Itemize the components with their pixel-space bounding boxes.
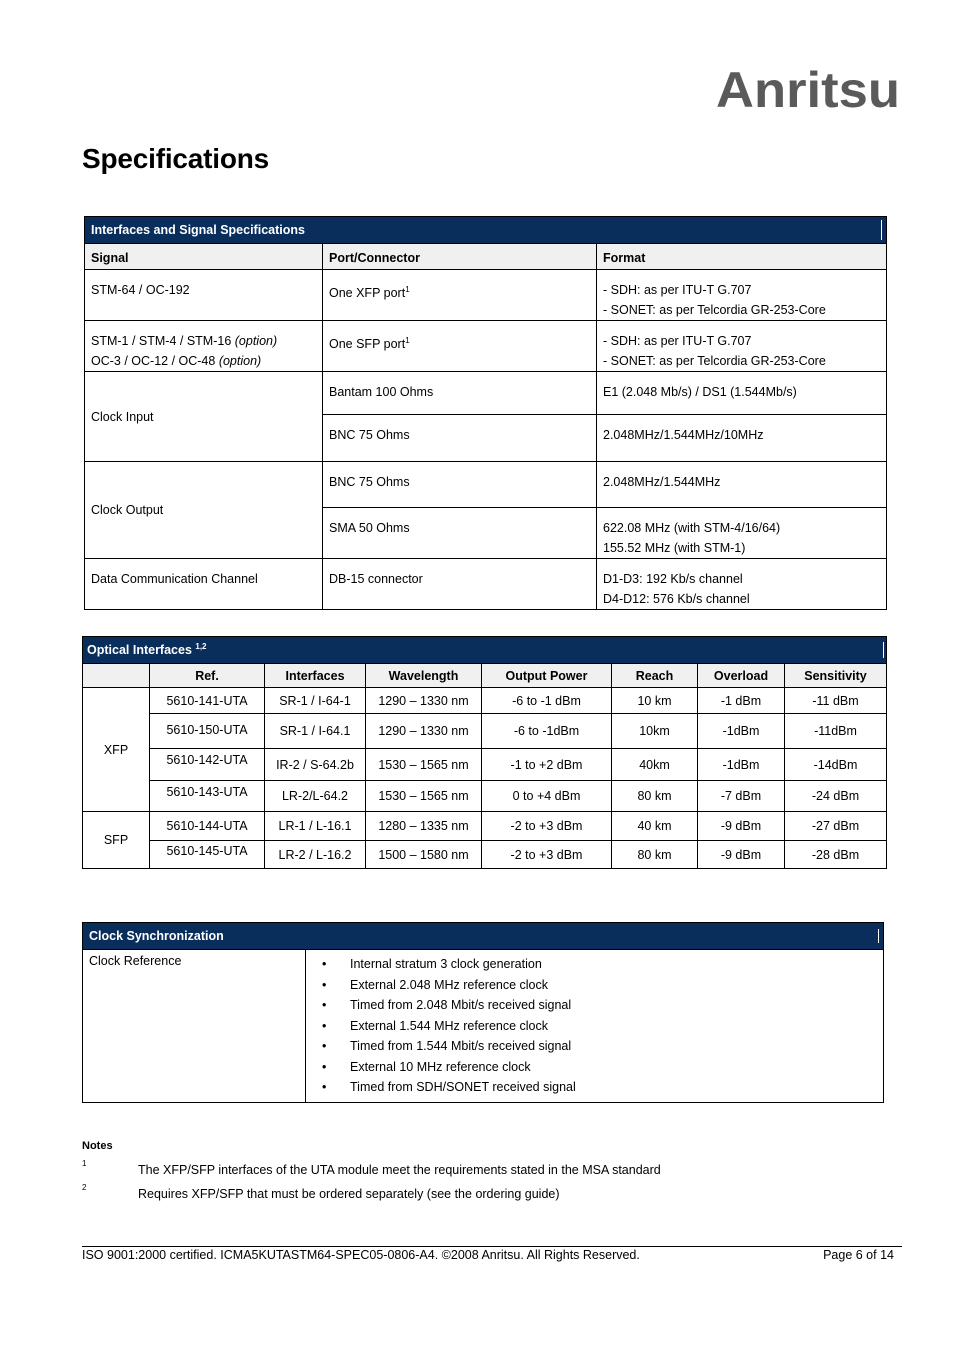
output-power-cell: -2 to +3 dBm	[482, 841, 612, 869]
wavelength-cell: 1280 – 1335 nm	[366, 812, 482, 841]
port-cell: BNC 75 Ohms	[323, 415, 597, 462]
table-row	[83, 841, 887, 869]
list-item: • External 1.544 MHz reference clock	[322, 1016, 877, 1037]
overload-cell: -1 dBm	[698, 688, 785, 714]
output-power-cell: 0 to +4 dBm	[482, 781, 612, 812]
sensitivity-cell: -27 dBm	[785, 812, 887, 841]
port-cell: One XFP port$^1$	[323, 270, 597, 321]
format-cell: - SDH: as per ITU-T G.707 - SONET: as per Telcordia GR-253-Core	[597, 321, 887, 372]
table-row	[83, 812, 887, 841]
table-row	[85, 559, 887, 610]
sensitivity-cell: -11 dBm	[785, 688, 887, 714]
interfaces-column-headers	[85, 244, 887, 270]
overload-cell: -1dBm	[698, 749, 785, 781]
reach-cell: 80 km	[612, 841, 698, 869]
clock-sync-table	[82, 922, 884, 1103]
interface-cell: IR-2 / S-64.2b	[265, 749, 366, 781]
col-ref: Ref.	[150, 664, 265, 688]
interface-cell: SR-1 / I-64-1	[265, 688, 366, 714]
list-item: • External 10 MHz reference clock	[322, 1057, 877, 1078]
optical-interfaces-table	[82, 636, 887, 869]
output-power-cell: -6 to -1 dBm	[482, 688, 612, 714]
wavelength-cell: 1530 – 1565 nm	[366, 781, 482, 812]
ref-cell: 5610-150-UTA	[150, 714, 265, 749]
optical-column-headers	[83, 664, 887, 688]
output-power-cell: -6 to -1dBm	[482, 714, 612, 749]
port-cell: DB-15 connector	[323, 559, 597, 610]
format-cell: 2.048MHz/1.544MHz	[597, 462, 887, 508]
col-output-power: Output Power	[482, 664, 612, 688]
footer-copyright: ISO 9001:2000 certified. ICMA5KUTASTM64-SPEC05-0806-A4. ©2008 Anritsu. All Rights Reserved.	[82, 1248, 640, 1262]
interface-cell: LR-2 / L-16.2	[265, 841, 366, 869]
port-cell: SMA 50 Ohms	[323, 508, 597, 559]
ref-cell: 5610-143-UTA	[150, 781, 265, 812]
interfaces-table	[84, 216, 887, 610]
table-row	[85, 321, 887, 372]
wavelength-cell: 1290 – 1330 nm	[366, 714, 482, 749]
clock-reference-list	[306, 950, 884, 1103]
output-power-cell: -2 to +3 dBm	[482, 812, 612, 841]
format-cell: D1-D3: 192 Kb/s channel D4-D12: 576 Kb/s channel	[597, 559, 887, 610]
reach-cell: 80 km	[612, 781, 698, 812]
col-interfaces: Interfaces	[265, 664, 366, 688]
signal-cell: STM-1 / STM-4 / STM-16 (option) OC-3 / OC-12 / OC-48 (option)	[85, 321, 323, 372]
list-item: • Timed from SDH/SONET received signal	[322, 1077, 877, 1098]
col-signal: Signal	[85, 244, 323, 270]
list-item: • External 2.048 MHz reference clock	[322, 975, 877, 996]
col-port: Port/Connector	[323, 244, 597, 270]
col-type	[83, 664, 150, 688]
wavelength-cell: 1290 – 1330 nm	[366, 688, 482, 714]
port-cell: Bantam 100 Ohms	[323, 372, 597, 415]
reach-cell: 10 km	[612, 688, 698, 714]
col-format: Format	[597, 244, 887, 270]
ref-cell: 5610-145-UTA	[150, 841, 265, 869]
svg-text:Anritsu: Anritsu	[716, 64, 900, 112]
ref-cell: 5610-142-UTA	[150, 749, 265, 781]
overload-cell: -9 dBm	[698, 812, 785, 841]
notes-title: Notes	[82, 1140, 113, 1152]
table-row	[83, 781, 887, 812]
port-cell: BNC 75 Ohms	[323, 462, 597, 508]
format-cell: 2.048MHz/1.544MHz/10MHz	[597, 415, 887, 462]
reach-cell: 40km	[612, 749, 698, 781]
table-row	[83, 688, 887, 714]
signal-cell: Data Communication Channel	[85, 559, 323, 610]
col-reach: Reach	[612, 664, 698, 688]
list-item: • Timed from 1.544 Mbit/s received signal	[322, 1036, 877, 1057]
interface-cell: SR-1 / I-64.1	[265, 714, 366, 749]
xfp-label: XFP	[83, 688, 150, 812]
output-power-cell: -1 to +2 dBm	[482, 749, 612, 781]
sensitivity-cell: -14dBm	[785, 749, 887, 781]
table-row	[85, 372, 887, 415]
ref-cell: 5610-144-UTA	[150, 812, 265, 841]
table-row	[85, 462, 887, 508]
port-cell: One SFP port$^1$	[323, 321, 597, 372]
col-sensitivity: Sensitivity	[785, 664, 887, 688]
overload-cell: -1dBm	[698, 714, 785, 749]
interfaces-table-header: Interfaces and Signal Specifications	[85, 217, 887, 244]
ref-cell: 5610-141-UTA	[150, 688, 265, 714]
sensitivity-cell: -28 dBm	[785, 841, 887, 869]
col-wavelength: Wavelength	[366, 664, 482, 688]
clock-input-label: Clock Input	[85, 372, 323, 462]
wavelength-cell: 1500 – 1580 nm	[366, 841, 482, 869]
format-cell: E1 (2.048 Mb/s) / DS1 (1.544Mb/s)	[597, 372, 887, 415]
optical-table-header: Optical Interfaces $^{1,2}$	[83, 637, 887, 664]
format-cell: 622.08 MHz (with STM-4/16/64) 155.52 MHz (with STM-1)	[597, 508, 887, 559]
sensitivity-cell: -24 dBm	[785, 781, 887, 812]
wavelength-cell: 1530 – 1565 nm	[366, 749, 482, 781]
page-title: Specifications	[82, 143, 270, 174]
clock-sync-header: Clock Synchronization	[83, 923, 884, 950]
table-row	[83, 714, 887, 749]
format-cell: - SDH: as per ITU-T G.707 - SONET: as per Telcordia GR-253-Core	[597, 270, 887, 321]
table-row	[83, 749, 887, 781]
sfp-label: SFP	[83, 812, 150, 869]
overload-cell: -9 dBm	[698, 841, 785, 869]
list-item: • Timed from 2.048 Mbit/s received signal	[322, 995, 877, 1016]
list-item: • Internal stratum 3 clock generation	[322, 954, 877, 975]
clock-output-label: Clock Output	[85, 462, 323, 559]
clock-reference-label: Clock Reference	[83, 950, 306, 1103]
page-number: Page 6 of 14	[823, 1248, 894, 1262]
table-row	[83, 950, 884, 1103]
interface-cell: LR-1 / L-16.1	[265, 812, 366, 841]
col-overload: Overload	[698, 664, 785, 688]
sensitivity-cell: -11dBm	[785, 714, 887, 749]
interface-cell: LR-2/L-64.2	[265, 781, 366, 812]
reach-cell: 10km	[612, 714, 698, 749]
table-row	[85, 270, 887, 321]
reach-cell: 40 km	[612, 812, 698, 841]
anritsu-logo	[716, 64, 902, 112]
footer-divider	[82, 1246, 902, 1247]
signal-cell: STM-64 / OC-192	[85, 270, 323, 321]
overload-cell: -7 dBm	[698, 781, 785, 812]
